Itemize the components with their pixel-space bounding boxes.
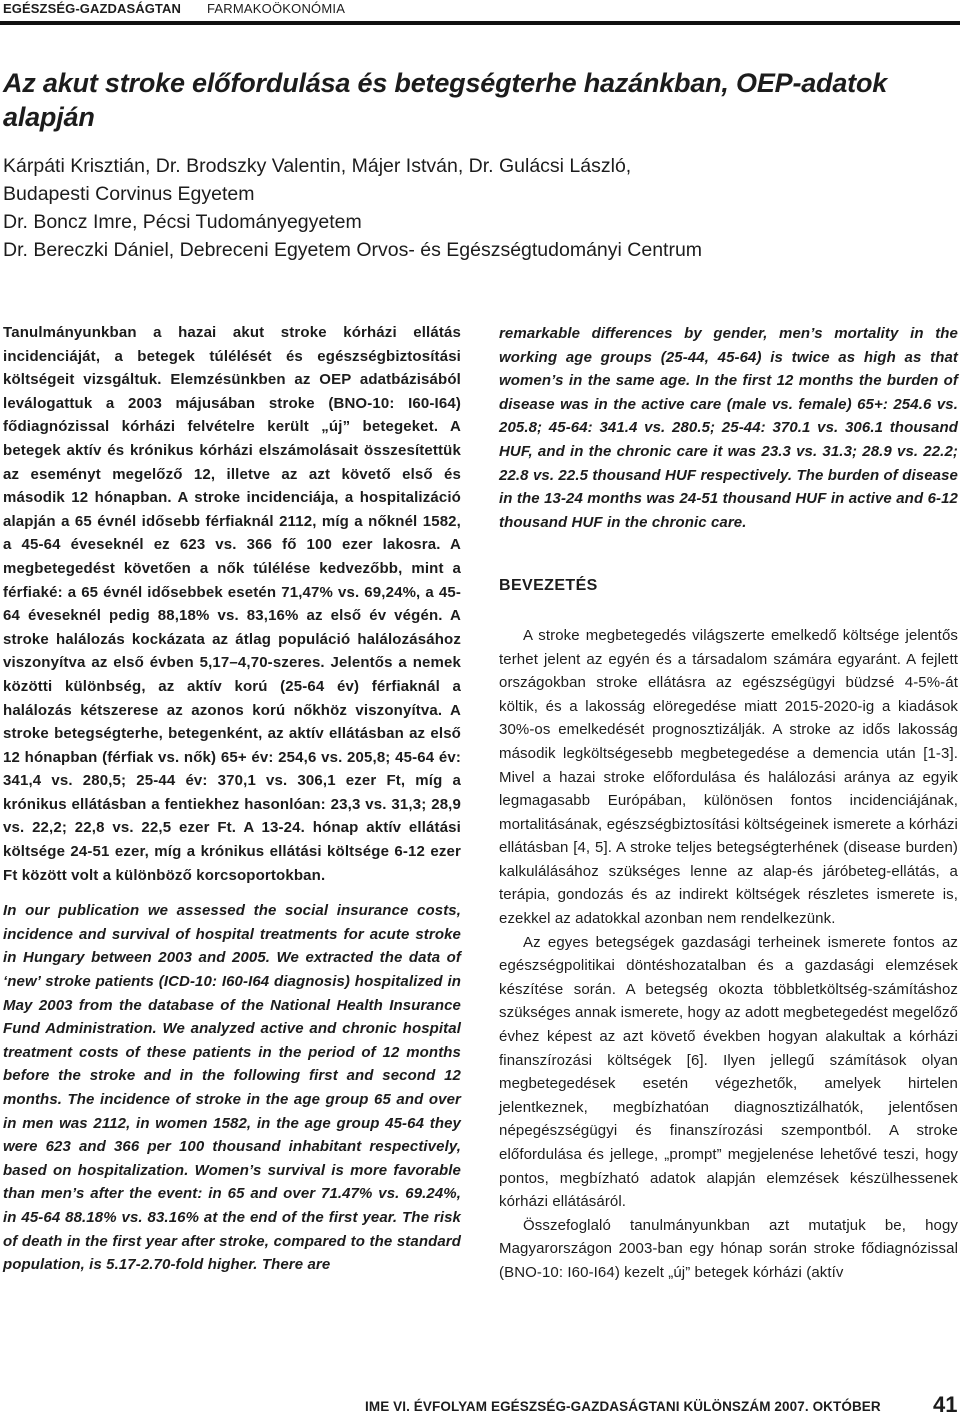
author-line: Dr. Boncz Imre, Pécsi Tudományegyetem xyxy=(3,211,362,233)
body-paragraph: Az egyes betegségek gazdasági terheinek ismerete fontos az egészségpolitikai döntéshozatalban és a gazdasági elemzések készítése során. A betegség okozta többletköltség-számításhoz szükséges annak ismerete, hogy az adott megbetegedést megelőző évhez képest az azt követő években hogyan alakultak a kórházi finanszírozási költségek [6]. Ilyen jellegű számítások olyan megbetegedések esetén végezhetők, amelyek hirtelen jelentkeznek, megbízhatóan diagnosztizálhatók, jelentősen népegészségügyi és finanszírozási szempontból. A stroke előfordulása és jellege, „prompt” megjelenése lehetővé teszi, hogy pontos, megbízható adatok alapján elemzések készülhessenek kórházi ellátásáról. xyxy=(499,933,958,1211)
header-rule xyxy=(0,21,960,25)
running-header xyxy=(0,0,960,17)
author-line: Kárpáti Krisztián, Dr. Brodszky Valentin, Májer István, Dr. Gulácsi László, xyxy=(3,155,632,177)
body-paragraph: Összefoglaló tanulmányunkban azt mutatjuk be, hogy Magyarországon 2003-ban egy hónap során stroke fődiagnózissal (BNO-10: I60-I64) kezelt „új” betegek kórházi (aktív xyxy=(499,1216,958,1281)
abstract-hungarian: Tanulmányunkban a hazai akut stroke kórházi ellátás incidenciáját, a betegek túlélését és egészségbiztosítási költségeit vizsgáltuk. Elemzésünkben az OEP adatbázisából leválogattuk a 2003 májusában stroke (BNO-10: I60-I64) fődiagnózissal kórházi felvételre került „új” betegeket. A betegek aktív és krónikus kórházi elszámolásait összesítettük az eseményt megelőző 12, illetve az azt követő első és második 12 hónapban. A stroke incidenciája, a hospitalizáció alapján a 65 évnél idősebb férfiaknál 2112, míg a nőknél 1582, a 45-64 éveseknél ez 623 vs. 366 fő 100 ezer lakosra. A megbetegedést követően a nők túlélése kedvezőbb, mint a férfiaké: a 65 évnél idősebbek esetén 71,47% vs. 69,24%, a 45-64 éveseknél pedig 88,18% vs. 83,16% az első év végén. A stroke halálozás kockázata az átlag populáció halálozásához viszonyítva az első évben 5,17–4,70-szeres. Jelentős a nemek közötti különbség, az aktív korú (25-64 év) férfiaknál a halálozás kétszerese az azonos korú nőkhöz viszonyítva. A stroke betegségterhe, betegenként, az aktív ellátásban az első 12 hónapban (férfiak vs. nők) 65+ év: 254,6 vs. 205,8; 45-64 év: 341,4 vs. 280,5; 25-44 év: 370,1 vs. 306,1 ezer Ft, míg a krónikus ellátásban a fentiekhez hasonlóan: 23,3 vs. 31,3; 28,9 vs. 22,2; 22,8 vs. 22,5 ezer Ft. A 13-24. hónap aktív ellátási költsége 24-51 ezer, míg a krónikus ellátási költsége 6-12 ezer Ft között volt a különböző korcsoportokban. xyxy=(3,324,461,884)
abstract-english: In our publication we assessed the social insurance costs, incidence and survival of hospital treatments for acute stroke in Hungary between 2003 and 2005. We extracted the data of ‘new’ stroke patients (ICD-10: I60-I64 diagnosis) hospitalized in May 2003 from the database of the National Health Insurance Fund Administration. We analyzed active and chronic hospital treatment costs of these patients in the period of 12 months before the stroke and in the following first and second 12 months. The incidence of stroke in the age group 65 and over in men was 2112, in women 1582, in the age group 45-64 they were 623 and 366 per 100 thousand inhabitant respectively, based on hospitalization. Women’s survival is more favorable than men’s after the event: in 65 and over 71.47% vs. 69.24%, in 45-64 88.18% vs. 83.16% at the end of the first year. The risk of death in the first year after stroke, compared to the standard population, is 5.17-2.70-fold higher. There are xyxy=(3,902,461,1274)
section-heading: BEVEZETÉS xyxy=(499,577,598,595)
journal-footer: IME VI. ÉVFOLYAM EGÉSZSÉG-GAZDASÁGTANI KÜLÖNSZÁM 2007. OKTÓBER xyxy=(365,1399,881,1414)
left-column xyxy=(3,321,461,1277)
section-label: EGÉSZSÉG-GAZDASÁGTAN xyxy=(3,1,181,16)
subsection-label: FARMAKOÖKONÓMIA xyxy=(207,1,346,16)
right-column xyxy=(499,322,958,1285)
author-line: Dr. Bereczki Dániel, Debreceni Egyetem Orvos- és Egészségtudományi Centrum xyxy=(3,239,703,261)
author-affiliation: Budapesti Corvinus Egyetem xyxy=(3,183,255,205)
body-paragraph: A stroke megbetegedés világszerte emelkedő költsége jelentős terhet jelent az egyén és a társadalom számára egyaránt. A fejlett országokban stroke ellátásra az egészségügyi büdzsé 4-5%-át költik, és a lakosság elöregedése miatt 2015-2020-ig a kiadások 30%-os emelkedését prognosztizálják. A stroke az idős lakosság második legköltségesebb megbetegedése a demencia után [1-3]. Mivel a hazai stroke előfordulása és halálozási aránya az egyik legmagasabb Európában, különösen fontos incidenciájának, mortalitásának, egészségbiztosítási költségeinek ismerete a kórházi ellátásban [4, 5]. A stroke teljes betegségterhének (disease burden) kalkulálásához szükséges lenne az alap-és járóbeteg-ellátás, a terápia, gondozás és az indirekt költségek részletes ismerete is, ezekkel az adatokkal azonban nem rendelkezünk. xyxy=(499,626,958,928)
page-number: 41 xyxy=(933,1392,958,1417)
author-block xyxy=(3,152,943,264)
abstract-english-continued: remarkable differences by gender, men’s mortality in the working age groups (25-44, 45-64) is twice as high as that women’s in the same age. In the first 12 months the burden of disease was in the active care (male vs. female) 65+: 254.6 vs. 205.8; 45-64: 341.4 vs. 280.5; 25-44: 370.1 vs. 306.1 thousand HUF, and in the chronic care it was 23.3 vs. 31.3; 28.9 vs. 22.2; 22.8 vs. 22.5 thousand HUF respectively. The burden of disease in the 13-24 months was 24-51 thousand HUF in active and 6-12 thousand HUF in the chronic care. xyxy=(499,325,958,531)
article-title: Az akut stroke előfordulása és betegségterhe hazánkban, OEP-adatok alapján xyxy=(3,68,888,132)
